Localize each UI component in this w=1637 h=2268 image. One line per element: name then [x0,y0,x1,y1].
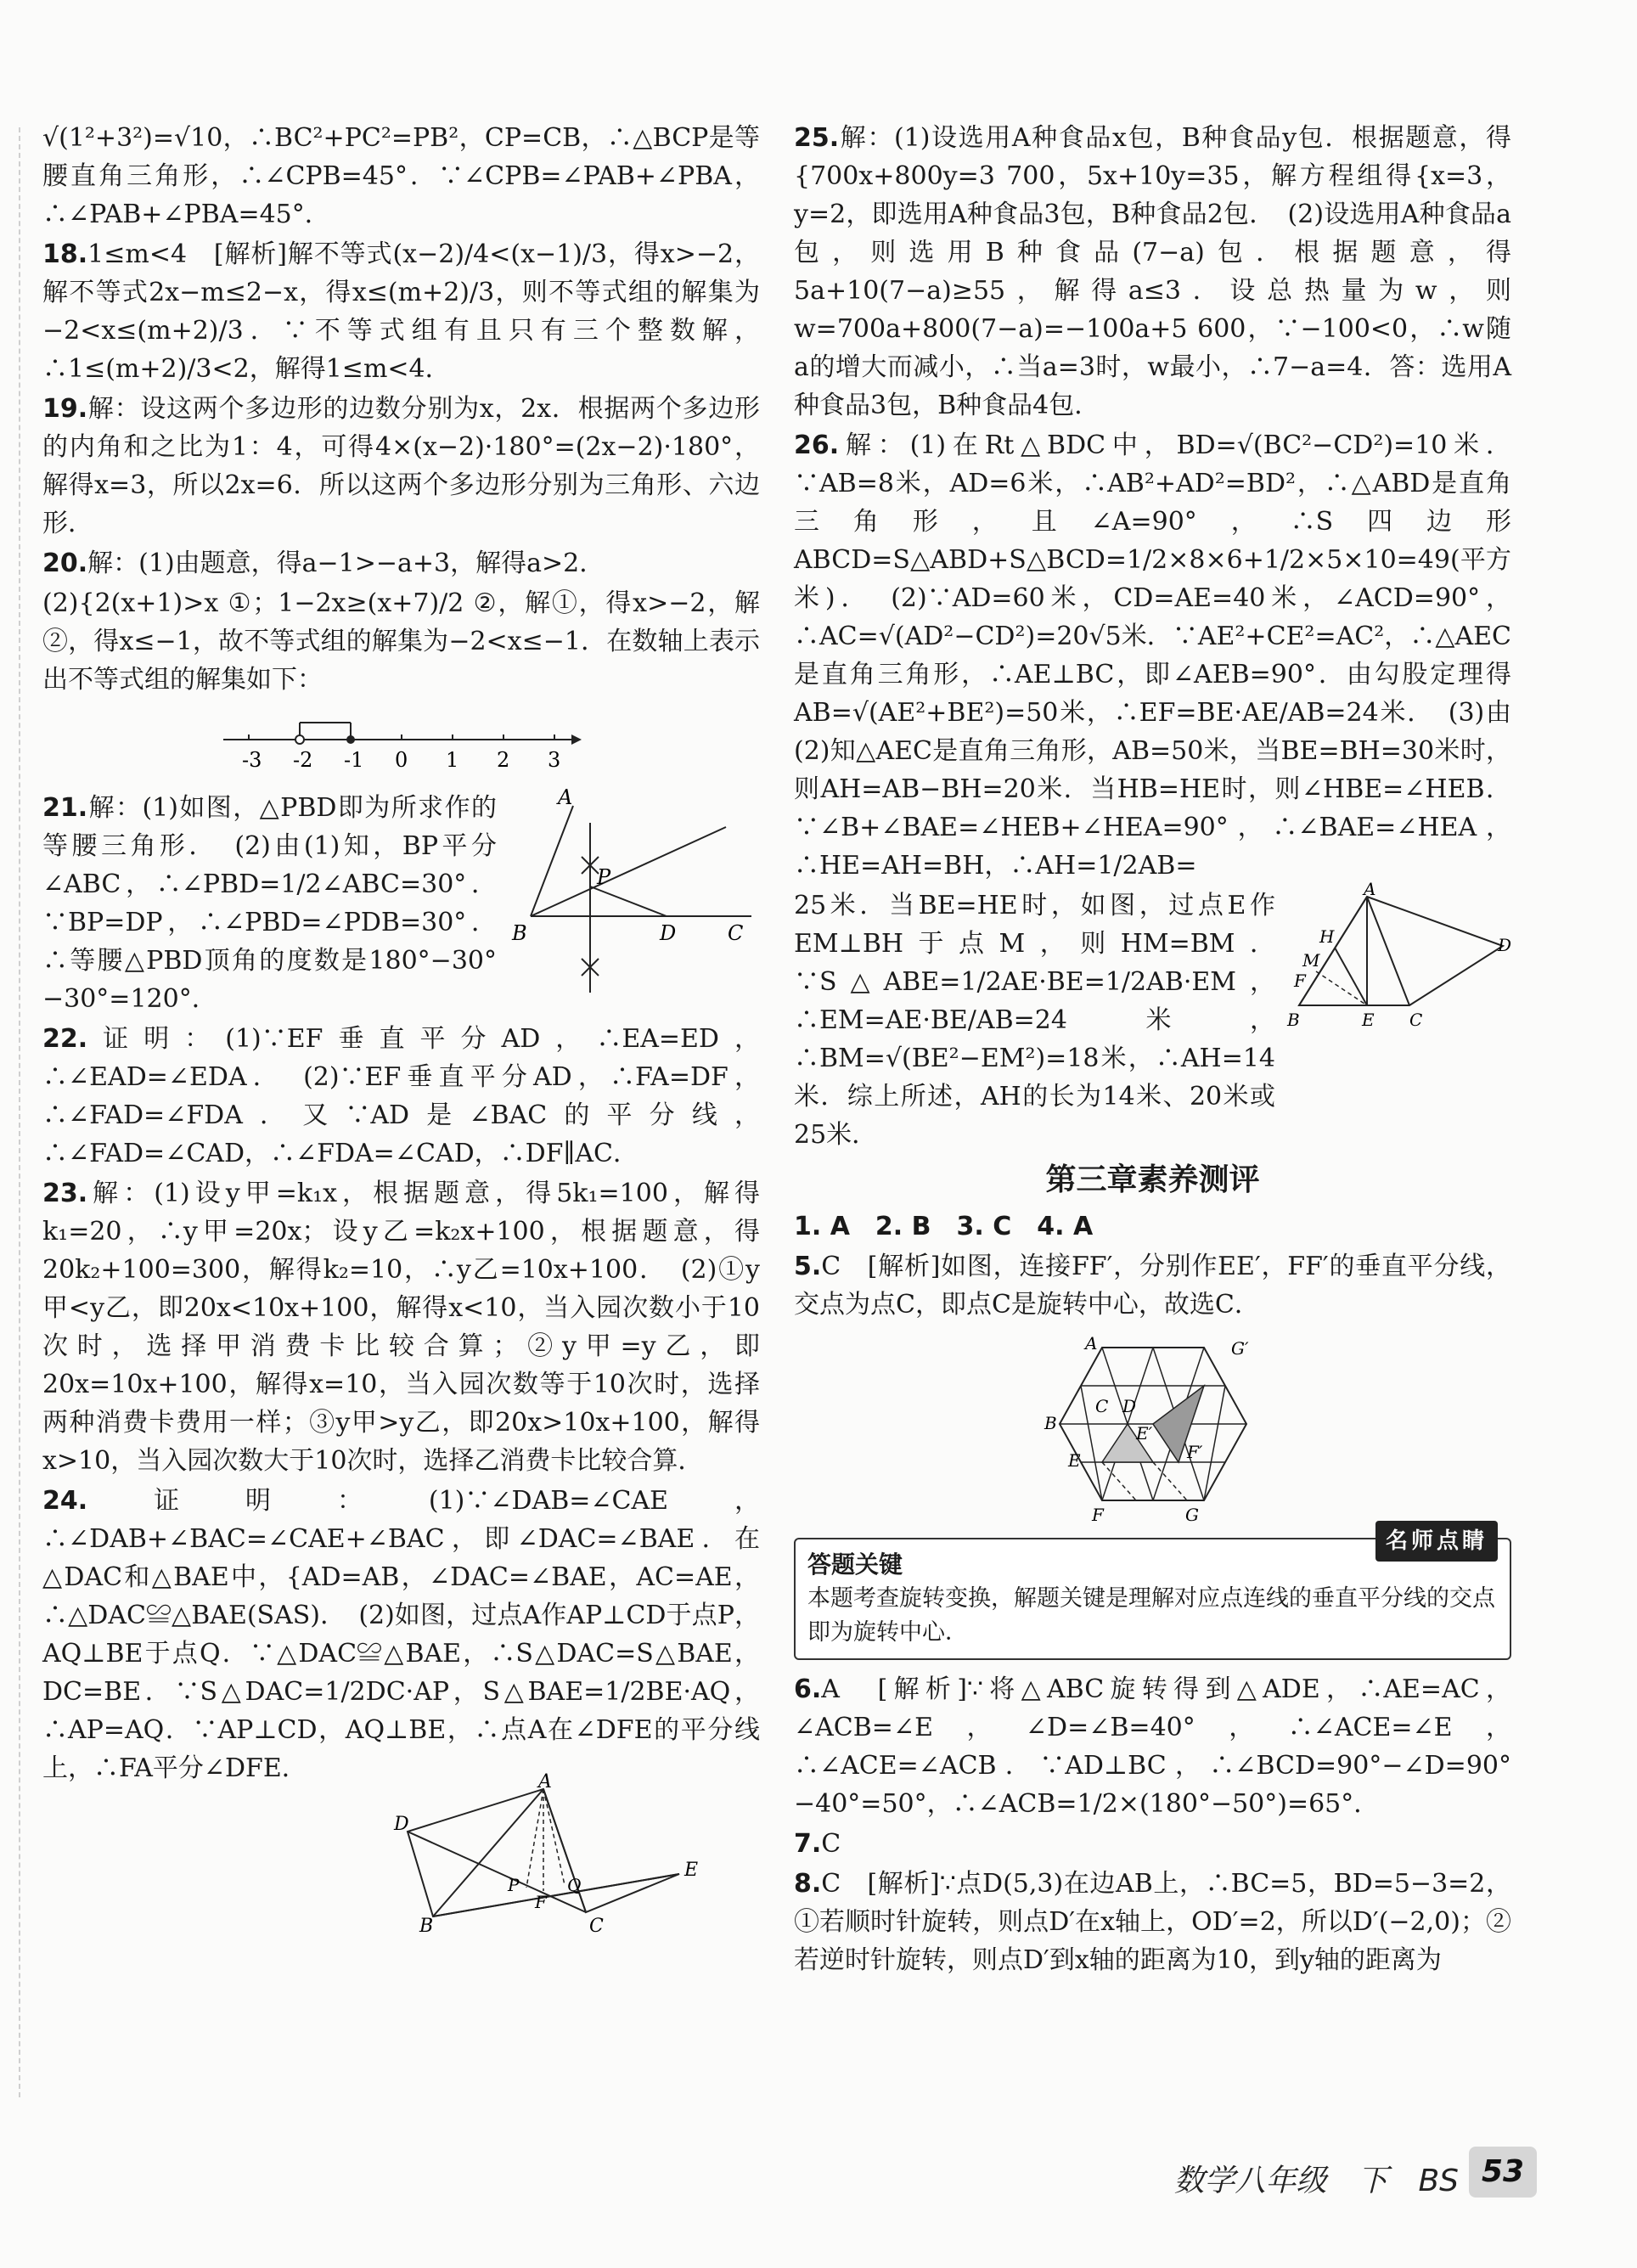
fig5-label-e-prime: E′ [1135,1423,1152,1444]
open-circle-icon [295,735,304,744]
fig24-label-q: Q [567,1875,582,1895]
q26-figure [1282,879,1512,1031]
fig5-label-f-prime: F′ [1186,1442,1202,1462]
q19-text: 解：设这两个多边形的边数分别为x，2x．根据两个多边形的内角和之比为1：4，可得4×(x−2)·180°=(2x−2)·180°，解得x=3，所以2x=6．所以这两个多边形分别为三角形、六边形． [42,394,760,538]
q17-continuation: √(1²+3²)=√10，∴BC²+PC²=PB²，CP=CB，∴△BCP是等腰直角三角形，∴∠CPB=45°．∵∠CPB=∠PAB+∠PBA，∴∠PAB+∠PBA=45°． [42,123,760,229]
fig24-ab [433,1789,543,1916]
margin-dashed-line [19,127,20,2097]
fig5-label-d: D [1122,1396,1136,1416]
q8-number: 8. [794,1869,822,1899]
fig26-label-c: C [1409,1010,1423,1030]
fig24-label-c: C [589,1916,604,1937]
q22-answer [42,1020,760,1173]
footer-subject: 数学八年级 下 BS [1173,2164,1459,2198]
q5-hexagon-grid-figure [1043,1331,1263,1526]
page-number: 53 [1469,2147,1537,2198]
fig26-label-d: D [1498,935,1512,955]
number-line-tick-label: -3 [241,748,262,772]
q26-text-part2: 25米．当BE=HE时，如图，过点E作EM⊥BH于点M，则HM=BM．∵S△ABE=1/2AE·BE=1/2AB·EM，∴EM=AE·BE/AB=24米，∴BM=√(BE²−EM²)=18米，∴AH=14米．综上所述，AH的长为14米、20米或25米． [794,891,1275,1150]
q18-answer [42,235,760,388]
fig21-label-a: A [558,785,573,809]
fig24-ap [526,1789,543,1888]
q23-number: 23. [42,1179,88,1208]
fig26-label-m: M [1302,950,1320,971]
q19-answer [42,390,760,543]
number-line-tick-label: -1 [343,748,363,772]
q25-answer [794,119,1511,425]
fig26-label-e: E [1362,1010,1375,1030]
number-line-tick-label: -2 [292,748,312,772]
q24-answer [42,1482,760,1787]
fig26-he [1335,948,1367,1005]
q8-text: C [解析]∵点D(5,3)在边AB上，∴BC=5，BD=5−3=2，①若顺时针旋转，则点D′在x轴上，OD′=2，所以D′(−2,0)；②若逆时针旋转，则点D′到x轴的距离为10，到y轴的距离为 [794,1869,1511,1975]
fig21-label-d: D [660,921,677,945]
number-line-figure [215,706,588,782]
fig5-dashed-1 [1102,1462,1136,1500]
fig5-label-f: F [1091,1505,1104,1525]
q26-number: 26. [794,431,840,460]
right-column [794,119,1511,1981]
q25-number: 25. [794,123,840,153]
teacher-tip-body: 本题考查旋转变换，解题关键是理解对应点连线的垂直平分线的交点即为旋转中心． [807,1585,1495,1646]
q20-number: 20. [42,549,88,578]
q26-block [794,879,1512,1156]
q5-text: C [解析]如图，连接FF′，分别作EE′，FF′的垂直平分线，交点为点C，即点C是旋转中心，故选C． [794,1252,1511,1320]
teacher-tip-box [794,1528,1511,1660]
fig5-label-e: E [1067,1450,1081,1471]
teacher-tip-heading: 答题关键 [807,1550,903,1579]
q23-text: 解：(1)设y甲=k₁x，根据题意，得5k₁=100，解得k₁=20，∴y甲=20x；设y乙=k₂x+100，根据题意，得20k₂+100=300，解得k₂=10，∴y乙=10x+100． (2)①y甲<y乙，即20x<10x+100，解得x<10，当入园次数小于10次时，选择甲消费卡比较合算；②y甲=y乙，即20x=10x+100，解得x=10，当入园次数等于10次时，选择两种消费卡费用一样；③y甲>y乙，即20x>10x+100，解得x>10，当入园次数大于10次时，选择乙消费卡比较合算． [42,1179,760,1476]
fig5-label-g-prime: G′ [1230,1338,1249,1359]
q24-number: 24. [42,1486,88,1516]
fig21-pd [590,886,667,916]
q6-answer [794,1670,1511,1823]
fig26-em [1316,971,1367,1005]
q24-block [42,1482,760,1789]
section-title: 第三章素养测评 [1045,1162,1260,1197]
fig24-label-a: A [538,1771,552,1792]
q20-part2: (2){2(x+1)>x ①；1−2x≥(x+7)/2 ②，解①，得x>−2，解②，得x≤−1，故不等式组的解集为−2<x≤−1．在数轴上表示出不等式组的解集如下： [42,588,760,695]
q20-answer [42,544,760,582]
q7-text: C [821,1829,841,1859]
number-line-tick-label: 1 [445,748,458,772]
q26-answer [794,426,1511,885]
q22-number: 22. [42,1024,88,1054]
q25-text: 解：(1)设选用A种食品x包，B种食品y包．根据题意，得{700x+800y=3 700，5x+10y=35，解方程组得{x=3，y=2，即选用A种食品3包，B种食品2包． (2)设选用A种食品a包，则选用B种食品(7−a)包．根据题意，得5a+10(7−a)≥55，解得a≤3．设总热量为w，则w=700a+800(7−a)=−100a+5 600，∵−100<0，∴w随a的增大而减小，∴当a=3时，w最小，∴7−a=4．答：选用A种食品3包，B种食品4包． [794,123,1511,420]
fig26-label-h: H [1319,926,1335,947]
fig24-label-f: F [535,1892,547,1912]
q21-block [42,785,760,1020]
q7-number: 7. [794,1829,822,1859]
fig26-ac [1367,897,1409,1005]
teacher-tip-tag: 名师点睛 [1375,1521,1498,1562]
q21-figure [505,785,760,1018]
fig24-be [433,1874,679,1916]
fig26-label-f: F [1294,971,1306,991]
q20-part1: 解：(1)由题意，得a−1>−a+3，解得a>2． [87,549,605,578]
fig26-label-b: B [1287,1010,1300,1030]
q6-number: 6. [794,1674,822,1704]
q18-number: 18. [42,239,88,269]
fig24-aq [543,1789,565,1885]
q21-text: 解：(1)如图，△PBD即为所求作的等腰三角形． (2)由(1)知，BP平分∠ABC，∴∠PBD=1/2∠ABC=30°．∵BP=DP，∴∠PBD=∠PDB=30°．∴等腰△PBD顶角的度数是180°−30°−30°=120°． [42,793,497,1014]
q24-text: 证明：(1)∵∠DAB=∠CAE，∴∠DAB+∠BAC=∠CAE+∠BAC，即∠DAC=∠BAE．在△DAC和△BAE中，{AD=AB，∠DAC=∠BAE，AC=AE，∴△DAC≌△BAE(SAS)． (2)如图，过点A作AP⊥CD于点P，AQ⊥BE于点Q．∵△DAC≌△BAE，∴S△DAC=S△BAE，DC=BE．∵S△DAC=1/2DC·AP，S△BAE=1/2BE·AQ，∴AP=AQ．∵AP⊥CD，AQ⊥BE，∴点A在∠DFE的平分线上，∴FA平分∠DFE． [42,1486,760,1783]
fig21-label-b: B [512,921,527,945]
fig5-label-a: A [1084,1333,1097,1353]
q8-answer [794,1865,1511,1979]
fig5-label-b: B [1044,1413,1057,1433]
fig21-label-c: C [728,921,744,945]
fig5-label-g: G [1184,1505,1199,1525]
q22-text: 证明：(1)∵EF垂直平分AD，∴EA=ED，∴∠EAD=∠EDA． (2)∵EF垂直平分AD，∴FA=DF，∴∠FAD=∠FDA．又∵AD是∠BAC的平分线，∴∠FAD=∠CAD，∴∠FDA=∠CAD，∴DF∥AC． [42,1024,760,1168]
number-line-arrow-icon [571,734,582,745]
q6-text: A [解析]∵将△ABC旋转得到△ADE，∴AE=AC，∠ACB=∠E，∠D=∠B=40°，∴∠ACE=∠E，∴∠ACE=∠ACB．∵AD⊥BC，∴∠BCD=90°−∠D=90°−40°=50°，∴∠ACB=1/2×(180°−50°)=65°． [794,1674,1511,1819]
fig26-label-a: A [1364,879,1376,899]
fig5-dashed-2 [1153,1462,1187,1500]
q26-text-part1: 解：(1)在Rt△BDC中，BD=√(BC²−CD²)=10米．∵AB=8米，AD=6米，∴AB²+AD²=BD²，∴△ABD是直角三角形，且∠A=90°，∴S四边形ABCD=S△ABD+S△BCD=1/2×8×6+1/2×5×10=49(平方米)． (2)∵AD=60米，CD=AE=40米，∠ACD=90°，∴AC=√(AD²−CD²)=20√5米．∵AE²+CE²=AC²，∴△AEC是直角三角形，∴AE⊥BC，即∠AEB=90°．由勾股定理得AB=√(AE²+BE²)=50米，∴EF=BE·AE/AB=24米． (3)由(2)知△AEC是直角三角形，AB=50米，当BE=BH=30米时，则AH=AB−BH=20米．当HB=HE时，则∠HBE=∠HEB．∵∠B+∠BAE=∠HEB+∠HEA=90°，∴∠BAE=∠HEA，∴HE=AH=BH，∴AH=1/2AB= [794,431,1511,881]
q21-number: 21. [42,793,88,823]
q24-figure [394,1771,705,1937]
fig24-label-p: P [508,1875,520,1895]
q23-answer [42,1174,760,1480]
q18-text: 1≤m<4 [解析]解不等式(x−2)/4<(x−1)/3，得x>−2，解不等式2x−m≤2−x，得x≤(m+2)/3，则不等式组的解集为−2<x≤(m+2)/3．∵不等式组有且只有三个整数解，∴1≤(m+2)/3<2，解得1≤m<4． [42,239,760,384]
q21-answer [42,789,497,1018]
q19-number: 19. [42,394,88,424]
filled-circle-icon [346,735,355,744]
number-line-tick-label: 3 [547,748,560,772]
q5-number: 5. [794,1252,822,1281]
number-line-tick-label: 0 [394,748,408,772]
fig24-label-b: B [419,1916,434,1937]
q5-answer [794,1247,1511,1324]
q7-answer [794,1825,1511,1863]
fig24-label-d: D [394,1814,409,1835]
fig24-label-e: E [684,1860,699,1881]
fig21-label-p: P [597,865,611,889]
fig26-outline [1299,897,1503,1005]
fig5-label-c: C [1094,1396,1108,1416]
left-column [42,119,760,1937]
number-line-tick-label: 2 [496,748,509,772]
q1-4-answers: 1. A 2. B 3. C 4. A [794,1212,1094,1241]
